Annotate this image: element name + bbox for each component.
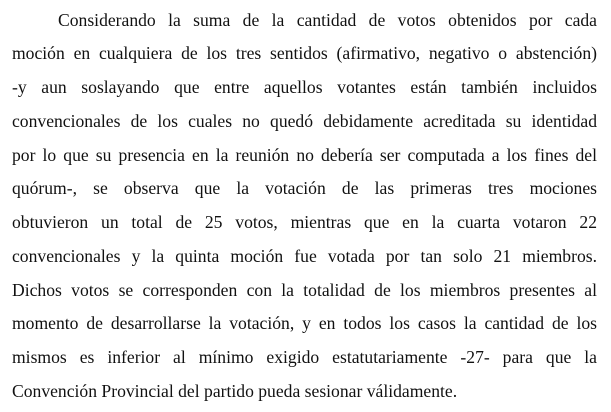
paragraph-line-4: convencionales de los cuales no quedó debidamente acreditada su identidad	[12, 111, 597, 131]
paragraph-line-2: moción en cualquiera de los tres sentidos (afirmativo, negativo o abstención)	[12, 43, 597, 63]
paragraph-line-12: Convención Provincial del partido pueda sesionar válidamente.	[12, 381, 458, 401]
paragraph-line-7: obtuvieron un total de 25 votos, mientras que en la cuarta votaron 22	[12, 212, 597, 232]
paragraph-line-10: momento de desarrollarse la votación, y en todos los casos la cantidad de los	[12, 313, 597, 333]
paragraph-line-11: mismos es inferior al mínimo exigido estatutariamente -27- para que la	[12, 347, 597, 367]
paragraph-line-8: convencionales y la quinta moción fue votada por tan solo 21 miembros.	[12, 246, 597, 266]
paragraph-line-1: Considerando la suma de la cantidad de votos obtenidos por cada	[58, 10, 597, 30]
paragraph-line-6: quórum-, se observa que la votación de las primeras tres mociones	[12, 178, 597, 198]
paragraph-line-9: Dichos votos se corresponden con la totalidad de los miembros presentes al	[12, 280, 597, 300]
paragraph-line-5: por lo que su presencia en la reunión no debería ser computada a los fines del	[12, 145, 597, 165]
paragraph-line-3: -y aun soslayando que entre aquellos votantes están también incluidos	[12, 77, 597, 97]
